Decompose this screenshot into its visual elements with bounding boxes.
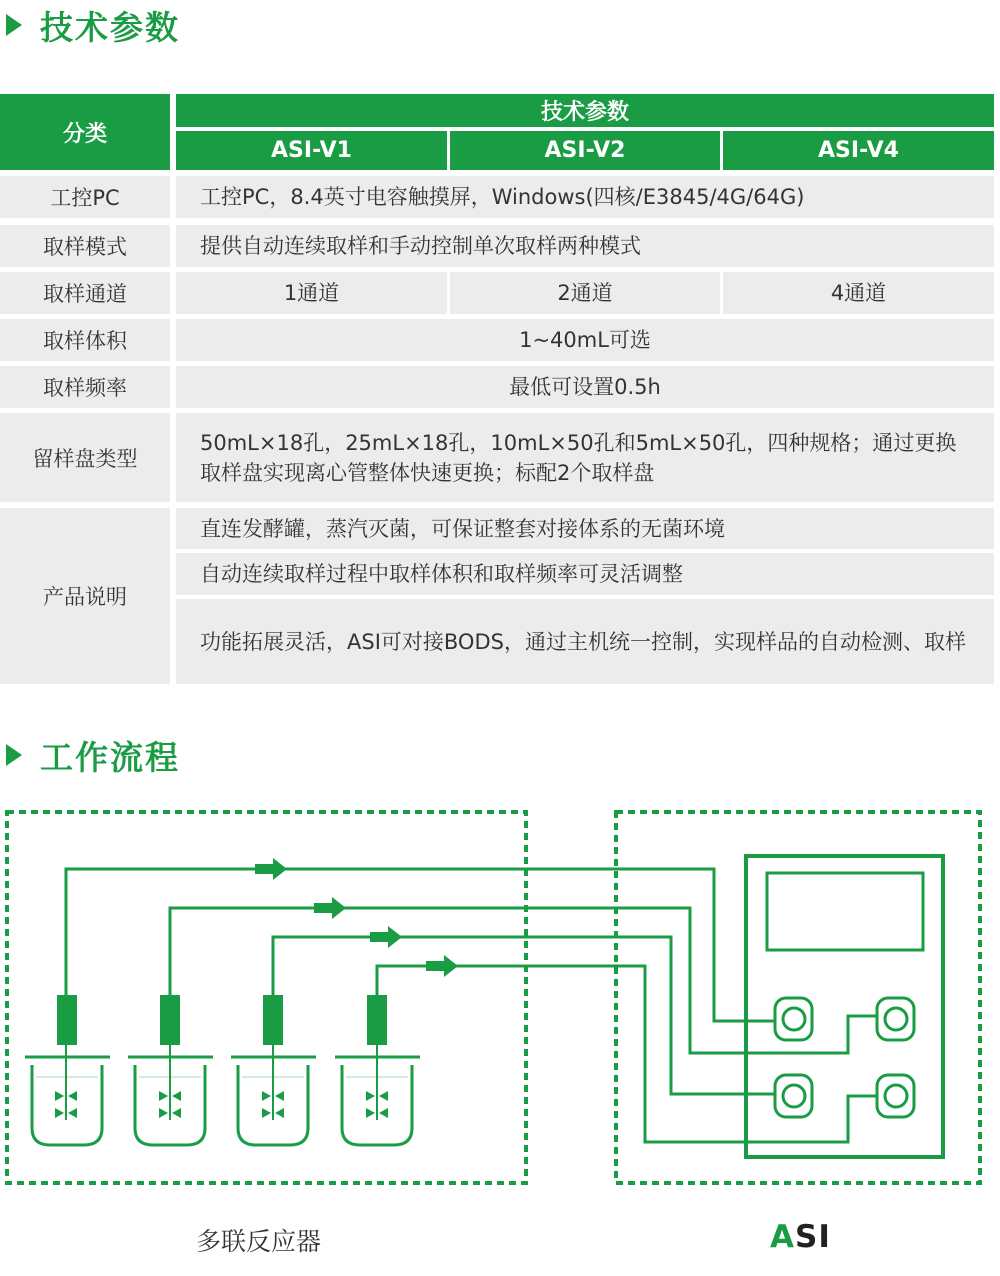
- pump-head-icon: [775, 1075, 812, 1117]
- row-label-pc: 工控PC: [0, 176, 170, 218]
- pump-head-icon: [877, 998, 914, 1040]
- header-model-v4: ASI-V4: [723, 131, 994, 170]
- row-value-description-2: 自动连续取样过程中取样体积和取样频率可灵活调整: [176, 553, 994, 595]
- flow-arrow-icon: [255, 858, 287, 880]
- flow-arrow-icon: [426, 955, 458, 977]
- reactor-icon: [231, 995, 316, 1145]
- reactor-icon: [25, 995, 110, 1145]
- header-group: 技术参数: [176, 94, 994, 127]
- reactor-icon: [128, 995, 213, 1145]
- pump-head-icon: [877, 1075, 914, 1117]
- flow-arrow-icon: [314, 897, 346, 919]
- row-value-channels-v2: 2通道: [450, 272, 720, 314]
- row-value-volume: 1~40mL可选: [176, 319, 994, 361]
- row-label-volume: 取样体积: [0, 319, 170, 361]
- row-value-pc: 工控PC，8.4英寸电容触摸屏，Windows(四核/E3845/4G/64G): [176, 176, 994, 218]
- asi-logo-a: A: [770, 1219, 795, 1255]
- header-model-v1: ASI-V1: [176, 131, 447, 170]
- row-value-description-3: 功能拓展灵活，ASI可对接BODS，通过主机统一控制，实现样品的自动检测、取样: [176, 599, 994, 684]
- asi-logo-rest: SI: [795, 1219, 831, 1255]
- row-label-channels: 取样通道: [0, 272, 170, 314]
- row-value-frequency: 最低可设置0.5h: [176, 366, 994, 408]
- section-title-text: 工作流程: [40, 737, 180, 777]
- row-label-tray: 留样盘类型: [0, 413, 170, 502]
- header-category: 分类: [0, 94, 170, 170]
- row-label-mode: 取样模式: [0, 225, 170, 267]
- row-value-tray: 50mL×18孔，25mL×18孔，10mL×50孔和5mL×50孔，四种规格；通过更换取样盘实现离心管整体快速更换；标配2个取样盘: [176, 413, 994, 502]
- asi-logo: [770, 1219, 831, 1255]
- row-value-channels-v4: 4通道: [723, 272, 994, 314]
- row-value-mode: 提供自动连续取样和手动控制单次取样两种模式: [176, 225, 994, 267]
- reactor-caption: 多联反应器: [196, 1227, 322, 1256]
- row-value-channels-v1: 1通道: [176, 272, 447, 314]
- header-model-v2: ASI-V2: [450, 131, 720, 170]
- pump-head-icon: [775, 998, 812, 1040]
- row-value-description-1: 直连发酵罐，蒸汽灭菌，可保证整套对接体系的无菌环境: [176, 508, 994, 549]
- asi-device-screen: [767, 873, 923, 950]
- section-title-text: 技术参数: [40, 7, 180, 47]
- row-label-frequency: 取样频率: [0, 366, 170, 408]
- row-label-description: 产品说明: [0, 508, 170, 684]
- flow-arrow-icon: [370, 926, 402, 948]
- reactor-icon: [335, 995, 420, 1145]
